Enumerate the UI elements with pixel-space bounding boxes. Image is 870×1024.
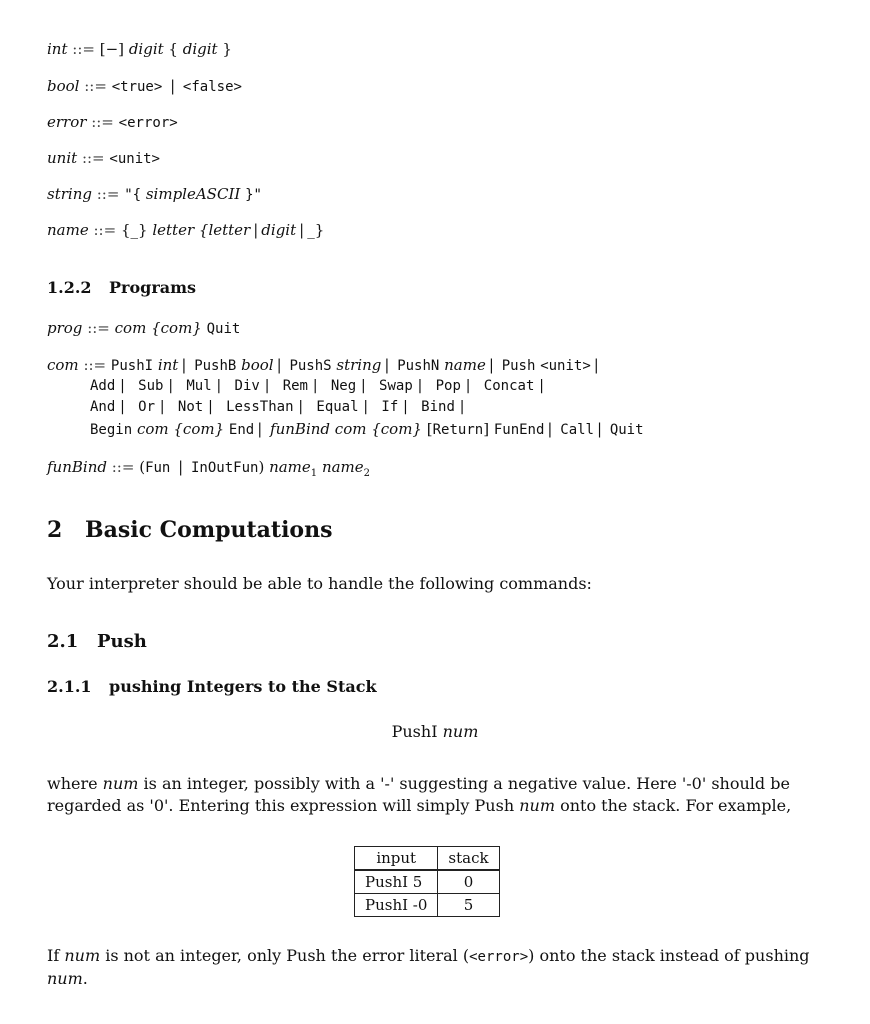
term: name — [269, 458, 311, 476]
section-heading-2-1-1 — [47, 677, 377, 697]
grammar-com-line1: com ::= PushI int | PushB bool | PushS string | PushN name | Push <unit> | — [47, 356, 599, 374]
keyword: Call — [560, 422, 594, 438]
section-number: 2 — [47, 517, 63, 543]
quote-close: }" — [245, 187, 262, 203]
define-op: ::= — [96, 185, 120, 203]
keyword: Swap — [379, 378, 413, 394]
grammar-name — [47, 220, 324, 240]
keyword: If — [381, 399, 399, 415]
keyword: InOutFun — [191, 460, 259, 476]
term: {letter — [198, 221, 251, 239]
term: funBind — [270, 420, 331, 438]
grammar-error — [47, 112, 178, 133]
term: letter — [152, 221, 195, 239]
brace: { — [168, 40, 178, 58]
nonterminal: error — [47, 113, 87, 131]
nonterminal: string — [47, 185, 92, 203]
keyword: Add — [90, 378, 116, 394]
literal: <unit> — [540, 358, 591, 374]
grammar-com-line2: Add | Sub | Mul | Div | Rem | Neg | Swap | Pop | Concat | — [90, 378, 546, 394]
subscript: 2 — [363, 468, 371, 479]
keyword: Bind — [421, 399, 455, 415]
keyword: PushI — [110, 358, 154, 374]
nonterminal: bool — [47, 77, 80, 95]
brace: } — [222, 40, 232, 58]
table-cell: 5 — [438, 894, 499, 917]
term: com — [334, 420, 367, 438]
optional-minus: [−] — [99, 40, 125, 58]
term: digit — [261, 221, 297, 239]
grammar-unit — [47, 148, 160, 169]
term: _} — [307, 221, 325, 239]
alt-bar: | — [178, 458, 184, 476]
subscript: 1 — [310, 468, 318, 479]
example-table — [354, 846, 500, 917]
keyword: PushB — [194, 358, 237, 374]
section-number: 1.2.2 — [47, 278, 92, 297]
section-heading-2-1 — [47, 630, 147, 654]
term: name — [321, 458, 364, 476]
optional-underscore: {_} — [120, 221, 148, 239]
keyword: Return — [432, 422, 484, 438]
keyword: Rem — [282, 378, 308, 394]
define-op: ::= — [111, 458, 135, 476]
grammar-com-line4: Begin com {com} End | funBind com {com} [Return] FunEnd | Call | Quit — [90, 420, 644, 438]
syntax-line — [0, 721, 870, 743]
section-title: Basic Computations — [85, 517, 333, 543]
keyword: Div — [234, 378, 260, 394]
grammar-string — [47, 184, 262, 205]
intro-paragraph: Your interpreter should be able to handle the following commands: — [47, 574, 592, 593]
literal: <unit> — [109, 151, 160, 167]
keyword: Quit — [206, 321, 241, 337]
column-header: stack — [438, 847, 499, 871]
keyword: Not — [177, 399, 204, 415]
nonterminal: int — [47, 40, 68, 58]
section-heading-1-2-2 — [47, 278, 196, 298]
define-op: ::= — [72, 40, 95, 58]
term: com — [114, 319, 147, 337]
keyword: And — [90, 399, 116, 415]
keyword: LessThan — [226, 399, 294, 415]
nonterminal: com — [47, 356, 79, 374]
keyword: Equal — [316, 399, 359, 415]
term: string — [336, 356, 382, 374]
term: int — [157, 356, 179, 374]
section-number: 2.1.1 — [47, 677, 92, 696]
command: PushI — [391, 722, 438, 741]
keyword: FunEnd — [493, 422, 545, 438]
column-header: input — [355, 847, 438, 871]
keyword: Fun — [145, 460, 171, 476]
define-op: ::= — [83, 356, 107, 374]
define-op: ::= — [84, 77, 107, 95]
alt-bar: | — [253, 221, 259, 239]
term: bool — [241, 356, 274, 374]
literal: <error> — [118, 115, 178, 131]
section-title: pushing Integers to the Stack — [109, 677, 377, 696]
table-row — [355, 870, 500, 894]
term: digit — [128, 40, 164, 58]
argument: num — [442, 722, 479, 741]
keyword: Quit — [609, 422, 644, 438]
term: name — [444, 356, 486, 374]
explanation-paragraph: where num is an integer, possibly with a '-' suggesting a negative value. Here '-0' should be regarded as '0'. Entering this expression will simply Push num onto the stack. For example, — [47, 774, 792, 815]
keyword: Mul — [186, 378, 212, 394]
section-title: Push — [97, 631, 147, 652]
section-title: Programs — [109, 278, 197, 297]
keyword: Begin — [90, 422, 133, 438]
keyword: Push — [501, 358, 536, 374]
keyword: PushN — [397, 358, 440, 374]
table-cell: PushI 5 — [355, 870, 438, 894]
grammar-bool — [47, 76, 242, 97]
literal: <false> — [182, 79, 242, 95]
table-header-row — [355, 847, 500, 871]
keyword: Concat — [483, 378, 535, 394]
grammar-com-line3: And | Or | Not | LessThan | Equal | If | Bind | — [90, 399, 467, 415]
keyword: Or — [138, 399, 156, 415]
term: {com} — [151, 319, 202, 337]
table-row — [355, 894, 500, 917]
table-cell: 0 — [438, 870, 499, 894]
keyword: End — [228, 422, 255, 438]
term: simpleASCII — [145, 185, 241, 203]
section-number: 2.1 — [47, 631, 79, 652]
define-op: ::= — [87, 319, 110, 337]
term: digit — [182, 40, 218, 58]
table-cell: PushI -0 — [355, 894, 438, 917]
grammar-prog — [47, 318, 240, 339]
grammar-funbind — [47, 457, 370, 484]
grammar-int — [47, 39, 232, 59]
literal: <true> — [111, 79, 163, 95]
term: {com} — [371, 420, 422, 438]
section-heading-2 — [47, 516, 332, 544]
nonterminal: prog — [47, 319, 83, 337]
term: {com} — [173, 420, 225, 438]
bracket: ] — [483, 420, 490, 438]
define-op: ::= — [81, 149, 105, 167]
nonterminal: unit — [47, 149, 78, 167]
paren: ( — [139, 458, 146, 476]
keyword: PushS — [289, 358, 332, 374]
alt-bar: | — [299, 221, 305, 239]
error-paragraph: If num is not an integer, only Push the error literal (<error>) onto the stack instead of pushing num. — [47, 946, 810, 988]
quote-open: "{ — [124, 187, 142, 203]
term: com — [136, 420, 169, 438]
bracket: [ — [426, 420, 433, 438]
keyword: Sub — [138, 378, 164, 394]
define-op: ::= — [93, 221, 117, 239]
nonterminal: name — [47, 221, 89, 239]
keyword: Neg — [330, 378, 357, 394]
define-op: ::= — [91, 113, 114, 131]
nonterminal: funBind — [47, 458, 107, 476]
alt-bar: | — [170, 77, 176, 95]
paren: ) — [258, 458, 265, 476]
keyword: Pop — [435, 378, 461, 394]
